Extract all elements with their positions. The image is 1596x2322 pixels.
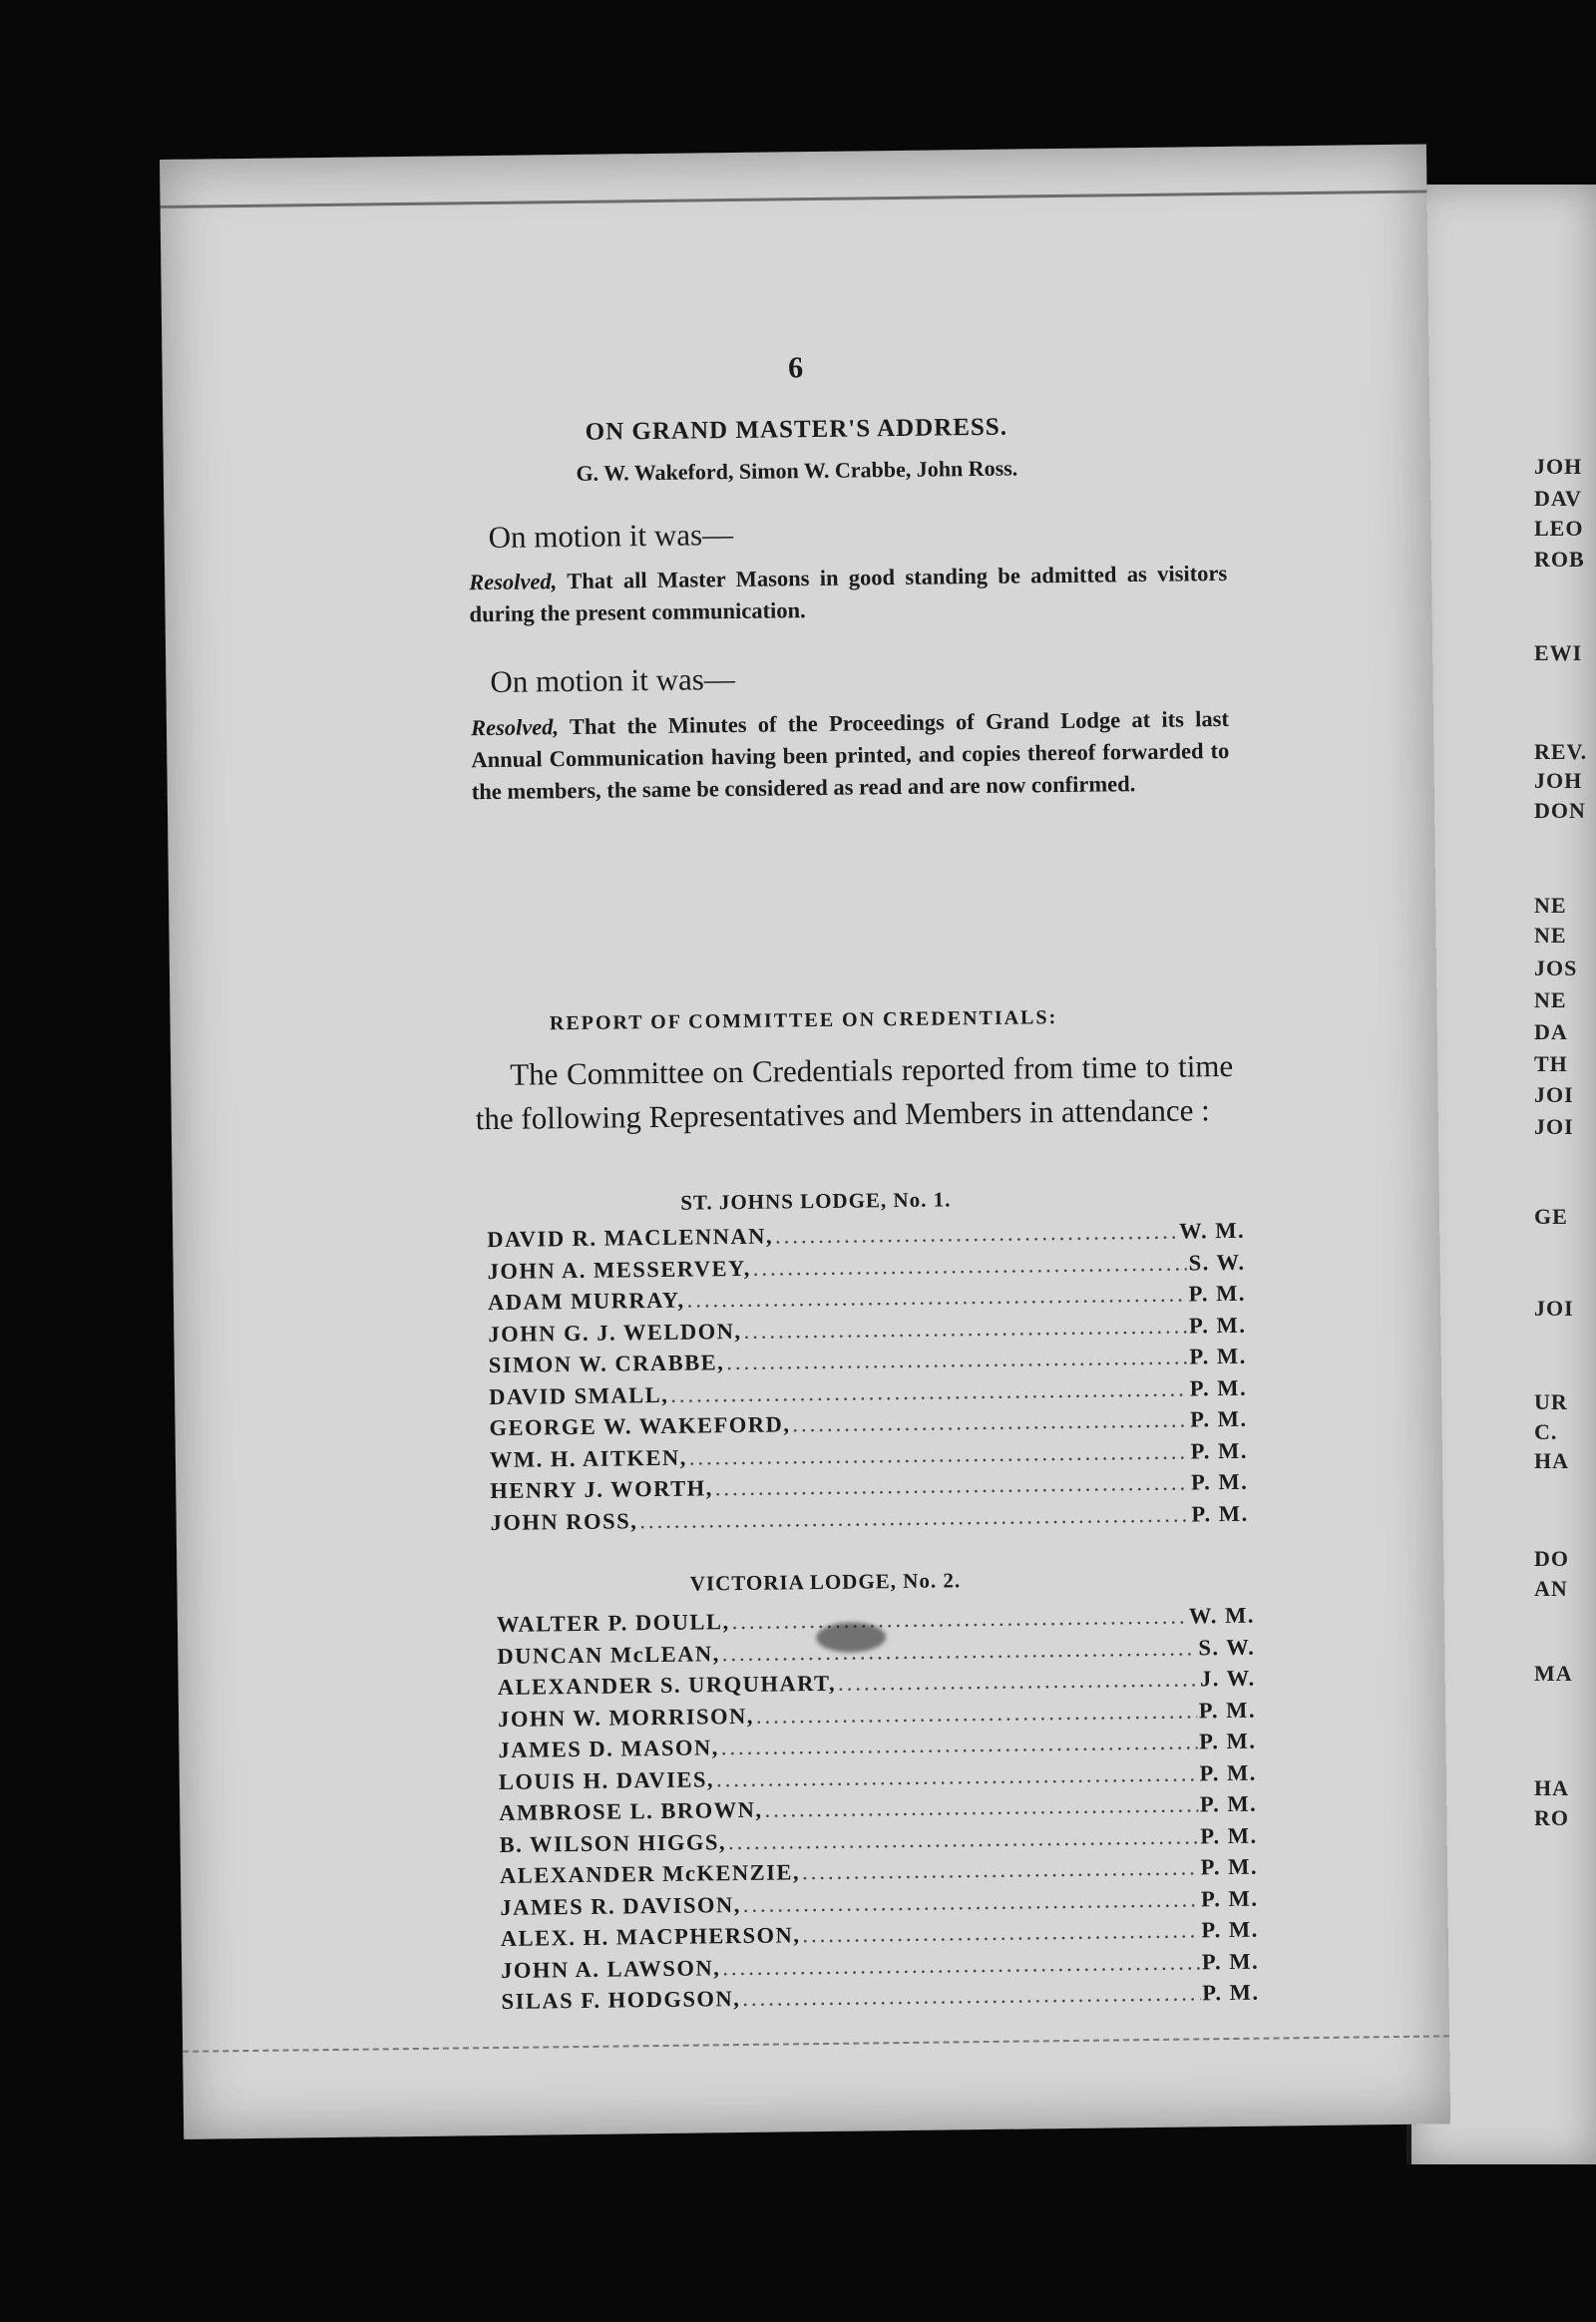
facing-page-fragment: JOI	[1534, 1114, 1574, 1139]
member-rank: P. M.	[1189, 1374, 1248, 1400]
member-name: JOHN A. MESSERVEY,	[487, 1255, 751, 1284]
facing-page-fragment: JOI	[1534, 1082, 1574, 1107]
dot-leader	[792, 1406, 1188, 1437]
dot-leader	[722, 1635, 1197, 1667]
facing-page-fragment: EWI	[1534, 640, 1583, 665]
member-rank: P. M.	[1201, 1916, 1259, 1943]
member-rank: W. M.	[1178, 1217, 1246, 1244]
lodge-heading: VICTORIA LODGE, No. 2.	[689, 1568, 962, 1596]
member-rank: P. M.	[1198, 1697, 1257, 1723]
member-rank: P. M.	[1200, 1853, 1259, 1880]
facing-page-fragment: TH	[1534, 1051, 1568, 1076]
facing-page-fragment: HA	[1534, 1775, 1569, 1800]
resolution-2	[471, 703, 1230, 808]
dot-leader	[728, 1823, 1199, 1855]
facing-page-fragment: JOS	[1534, 956, 1578, 980]
dot-leader	[756, 1698, 1197, 1729]
resolution-label: Resolved,	[470, 714, 560, 741]
member-rank: P. M.	[1199, 1728, 1257, 1754]
dot-leader	[689, 1438, 1189, 1470]
dot-leader	[802, 1917, 1199, 1948]
committee-members: G. W. Wakeford, Simon W. Crabbe, John Ross.	[576, 455, 1018, 486]
member-rank: P. M.	[1200, 1822, 1258, 1848]
facing-page-fragment: DAV	[1534, 486, 1582, 511]
dot-leader	[742, 1980, 1200, 2012]
member-rank: P. M.	[1201, 1948, 1260, 1974]
document-page	[160, 144, 1450, 2138]
facing-page-fragment: DA	[1534, 1019, 1568, 1044]
member-name: ALEXANDER S. URQUHART,	[497, 1670, 837, 1700]
facing-page-fragment: LEO	[1534, 516, 1584, 541]
lodge-member-list	[487, 1218, 1249, 1541]
facing-page-fragment: DON	[1534, 798, 1586, 823]
member-name: SIMON W. CRABBE,	[488, 1350, 725, 1378]
dot-leader	[686, 1282, 1186, 1314]
member-name: WM. H. AITKEN,	[489, 1444, 687, 1472]
dot-leader	[764, 1791, 1198, 1822]
facing-page-fragment: UR	[1534, 1389, 1568, 1414]
member-name: JAMES D. MASON,	[498, 1735, 719, 1762]
dot-leader	[743, 1886, 1200, 1918]
page-edge-bottom	[183, 2035, 1449, 2055]
dot-leader	[721, 1729, 1198, 1760]
dot-leader	[639, 1501, 1189, 1534]
section-title: ON GRAND MASTER'S ADDRESS.	[585, 413, 1008, 446]
page-content	[160, 144, 1426, 2014]
facing-page-fragment: C.	[1534, 1419, 1558, 1444]
member-rank: P. M.	[1191, 1500, 1249, 1526]
dot-leader	[775, 1219, 1177, 1250]
dot-leader	[802, 1854, 1199, 1885]
member-name: ADAM MURRAY,	[487, 1287, 685, 1316]
member-rank: P. M.	[1190, 1405, 1248, 1432]
member-name: GEORGE W. WAKEFORD,	[489, 1411, 791, 1441]
facing-page-fragment: HA	[1534, 1448, 1569, 1473]
report-heading: REPORT OF COMMITTEE ON CREDENTIALS:	[549, 1006, 1058, 1035]
dot-leader	[716, 1760, 1198, 1792]
member-rank: J. W.	[1199, 1665, 1256, 1692]
member-name: JOHN ROSS,	[490, 1507, 638, 1535]
member-rank: P. M.	[1188, 1280, 1247, 1307]
facing-page-fragment: GE	[1534, 1204, 1568, 1229]
dot-leader	[670, 1375, 1188, 1407]
resolution-1	[469, 558, 1228, 630]
member-name: DAVID R. MACLENNAN,	[487, 1223, 774, 1253]
member-name: DUNCAN McLEAN,	[497, 1640, 720, 1669]
member-rank: P. M.	[1199, 1790, 1258, 1817]
member-rank: P. M.	[1189, 1343, 1247, 1369]
member-rank: P. M.	[1200, 1885, 1259, 1911]
facing-page-fragment: RO	[1534, 1805, 1569, 1830]
motion-intro-2: On motion it was—	[490, 660, 736, 699]
resolution-text: That the Minutes of the Proceedings of Grand Lodge at its last Annual Communication having been printed, and copies thereof forwarded to the members, the same be considered as read and are now confirmed.	[471, 705, 1230, 805]
motion-intro-1: On motion it was—	[488, 517, 734, 555]
dot-leader	[731, 1604, 1187, 1636]
facing-page-fragment: JOI	[1534, 1296, 1574, 1321]
member-name: JOHN G. J. WELDON,	[488, 1318, 742, 1347]
member-rank: P. M.	[1199, 1759, 1257, 1785]
facing-page-fragment: ROB	[1534, 547, 1585, 572]
page-edge-top	[161, 190, 1427, 208]
facing-page-fragment: MA	[1534, 1661, 1573, 1686]
facing-page-fragment: JOH	[1534, 768, 1583, 793]
member-name: LOUIS H. DAVIES,	[498, 1765, 715, 1794]
facing-page-fragment: NE	[1534, 923, 1567, 948]
dot-leader	[715, 1469, 1190, 1501]
resolution-label: Resolved,	[469, 569, 558, 595]
member-rank: P. M.	[1188, 1312, 1247, 1338]
dot-leader	[743, 1313, 1187, 1344]
lodge-heading: ST. JOHNS LODGE, No. 1.	[680, 1187, 952, 1215]
member-rank: S. W.	[1198, 1634, 1256, 1660]
member-name: ALEXANDER McKENZIE,	[499, 1859, 801, 1888]
facing-page-fragment: NE	[1534, 893, 1567, 918]
member-name: ALEX. H. MACPHERSON,	[500, 1922, 801, 1951]
page-number: 6	[787, 351, 804, 385]
member-rank: P. M.	[1202, 1979, 1260, 2006]
member-name: AMBROSE L. BROWN,	[499, 1796, 763, 1825]
member-name: WALTER P. DOULL,	[496, 1609, 730, 1637]
dot-leader	[722, 1949, 1200, 1981]
member-name: JAMES R. DAVISON,	[500, 1891, 741, 1920]
dot-leader	[726, 1345, 1187, 1376]
dot-leader	[753, 1250, 1187, 1281]
resolution-text: That all Master Masons in good standing be admitted as visitors during the present communication.	[469, 560, 1228, 627]
member-name: DAVID SMALL,	[489, 1381, 669, 1409]
member-name: JOHN W. MORRISON,	[497, 1703, 755, 1732]
lodge-member-list	[497, 1603, 1260, 2021]
facing-page-fragment: DO	[1534, 1546, 1569, 1571]
member-name: HENRY J. WORTH,	[490, 1475, 713, 1504]
member-name: B. WILSON HIGGS,	[499, 1828, 727, 1857]
facing-page-fragment: AN	[1534, 1576, 1568, 1601]
facing-page-fragment: JOH	[1534, 454, 1583, 479]
facing-page-fragment: NE	[1534, 987, 1567, 1012]
member-name: SILAS F. HODGSON,	[501, 1986, 741, 2014]
member-rank: W. M.	[1188, 1602, 1256, 1629]
facing-page-fragment: REV.	[1534, 739, 1588, 764]
member-rank: S. W.	[1188, 1249, 1246, 1275]
member-rank: P. M.	[1190, 1468, 1249, 1495]
dot-leader	[838, 1666, 1198, 1696]
report-intro: The Committee on Credentials reported from time to time the following Representatives and Members in attendance :	[475, 1047, 1234, 1137]
member-name: JOHN A. LAWSON,	[501, 1954, 721, 1983]
member-rank: P. M.	[1190, 1437, 1249, 1463]
